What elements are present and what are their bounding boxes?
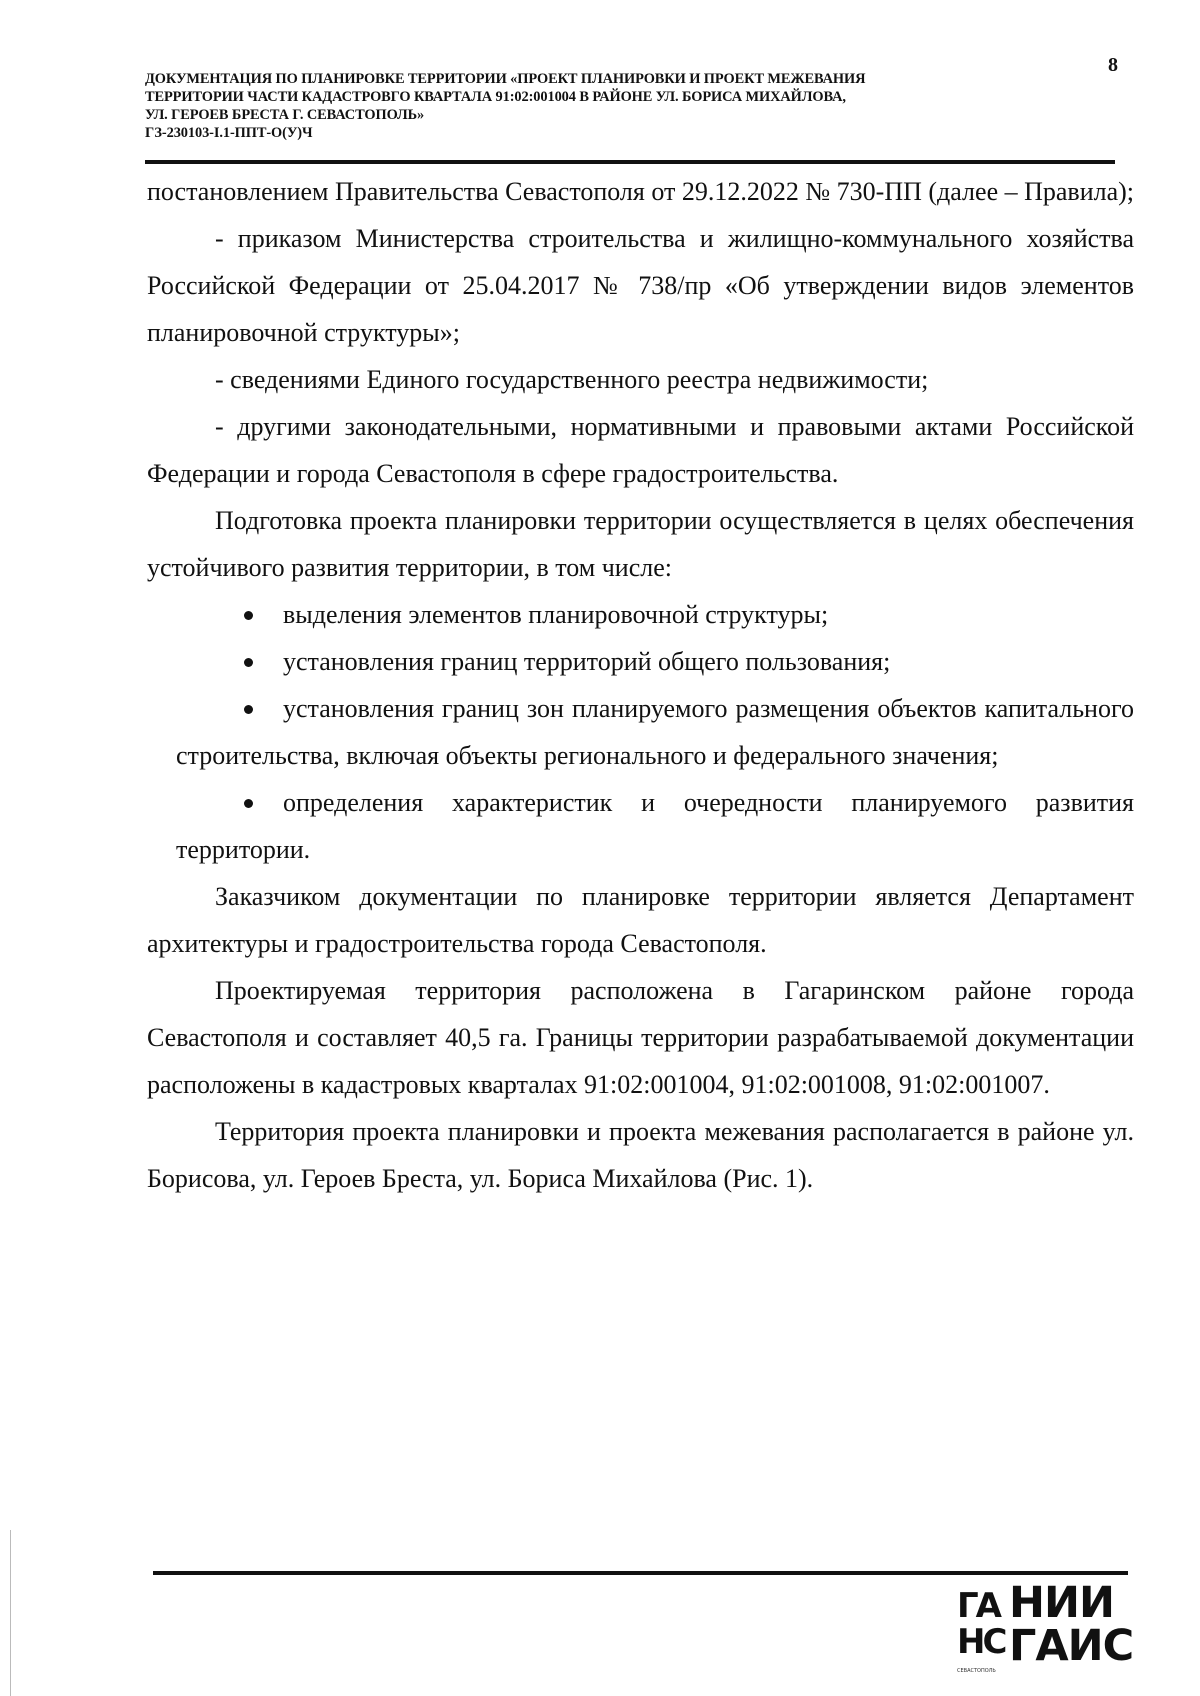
paragraph: Заказчиком документации по планировке территории является Департамент архитектуры и градостроительства города Севастополя. bbox=[147, 882, 1134, 958]
logo-caption: СЕВАСТОПОЛЬ bbox=[957, 1668, 996, 1674]
list-item-text: выделения элементов планировочной структуры; bbox=[283, 600, 829, 629]
document-header bbox=[145, 70, 1075, 142]
list-item bbox=[147, 779, 1134, 873]
paragraph: Территория проекта планировки и проекта межевания располагается в районе ул. Борисова, ул. Героев Бреста, ул. Бориса Михайлова (Рис. 1). bbox=[147, 1117, 1134, 1193]
paragraph: Подготовка проекта планировки территории осуществляется в целях обеспечения устойчивого развития территории, в том числе: bbox=[147, 506, 1134, 582]
list-item-text: определения характеристик и очередности планируемого развития территории. bbox=[176, 788, 1134, 864]
document-code: ГЗ-230103-I.1-ППТ-О(У)Ч bbox=[145, 125, 313, 141]
bullet-list bbox=[147, 591, 1134, 873]
paragraph: Проектируемая территория расположена в Гагаринском районе города Севастополя и составляет 40,5 га. Границы территории разрабатываемой документации расположены в кадастровых кварталах 91:02:001004, 91:02:001008, 91:02:001007. bbox=[147, 976, 1134, 1099]
bullet-icon bbox=[244, 611, 253, 620]
paragraph: - другими законодательными, нормативными и правовыми актами Российской Федерации и города Севастополя в сфере градостроительства. bbox=[147, 412, 1134, 488]
logo-mark-top: ГА bbox=[957, 1586, 999, 1626]
logo-mark-icon bbox=[957, 1588, 1003, 1668]
paragraph: постановлением Правительства Севастополя от 29.12.2022 № 730-ПП (далее – Правила); bbox=[147, 177, 1135, 206]
paragraph: - приказом Министерства строительства и жилищно-коммунального хозяйства Российской Федерации от 25.04.2017 № 738/пр «Об утверждении видов элементов планировочной структуры»; bbox=[147, 224, 1134, 347]
list-item-text: установления границ территорий общего пользования; bbox=[283, 647, 891, 676]
header-line: УЛ. ГЕРОЕВ БРЕСТА Г. СЕВАСТОПОЛЬ» bbox=[145, 107, 425, 123]
logo-mark-bottom: НС bbox=[957, 1622, 1005, 1662]
logo-line: НИИ bbox=[1009, 1578, 1114, 1628]
page-number: 8 bbox=[1108, 54, 1118, 76]
bullet-icon bbox=[244, 799, 253, 808]
bullet-icon bbox=[244, 658, 253, 667]
header-line: ДОКУМЕНТАЦИЯ ПО ПЛАНИРОВКЕ ТЕРРИТОРИИ «ПРОЕКТ ПЛАНИРОВКИ И ПРОЕКТ МЕЖЕВАНИЯ bbox=[145, 71, 866, 87]
header-line: ТЕРРИТОРИИ ЧАСТИ КАДАСТРОВГО КВАРТАЛА 91:02:001004 В РАЙОНЕ УЛ. БОРИСА МИХАЙЛОВА, bbox=[145, 89, 846, 105]
document-body bbox=[147, 168, 1134, 1202]
logo-line: ГАИС bbox=[1009, 1621, 1134, 1671]
list-item-text: установления границ зон планируемого размещения объектов капитального строительства, включая объекты регионального и федерального значения; bbox=[176, 694, 1134, 770]
logo-text bbox=[1009, 1578, 1134, 1671]
footer-divider bbox=[153, 1571, 1128, 1575]
bullet-icon bbox=[244, 705, 253, 714]
list-item bbox=[147, 638, 1134, 685]
scan-margin-line bbox=[10, 1530, 11, 1696]
list-item bbox=[147, 591, 1134, 638]
list-item bbox=[147, 685, 1134, 779]
paragraph: - сведениями Единого государственного реестра недвижимости; bbox=[215, 365, 929, 394]
niigais-logo bbox=[957, 1578, 1135, 1677]
header-divider bbox=[145, 160, 1115, 164]
